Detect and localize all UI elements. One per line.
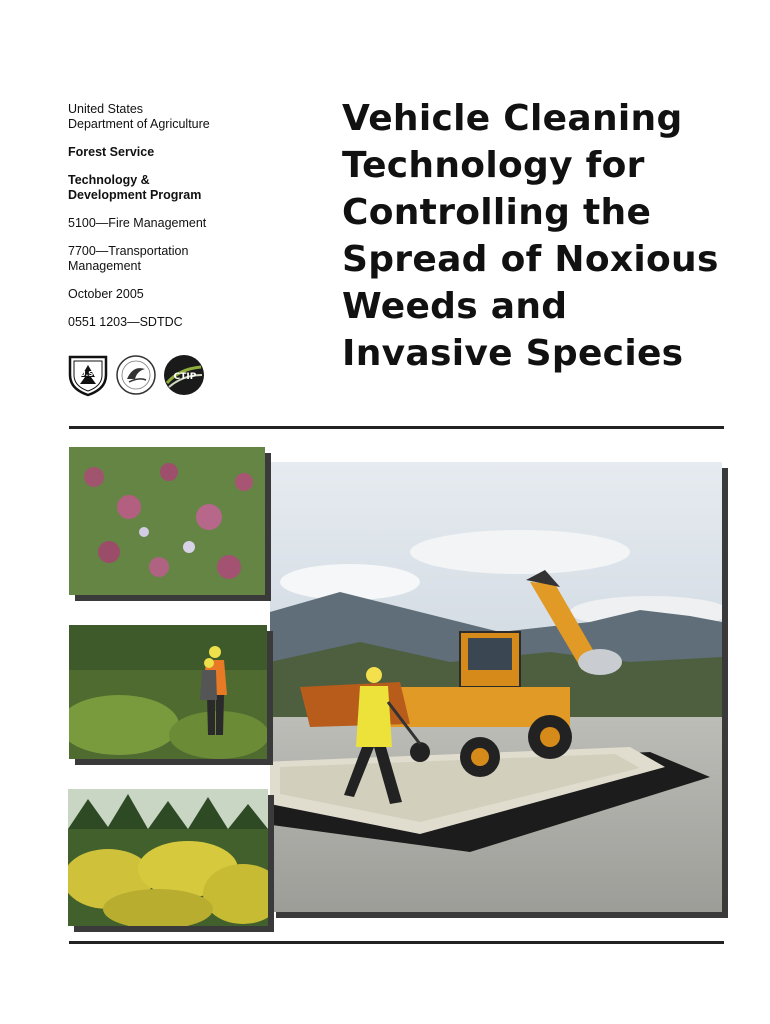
inset-photo-flowering-weed bbox=[69, 447, 265, 595]
agency-line-1: United States bbox=[68, 102, 144, 116]
title-line-1: Vehicle Cleaning bbox=[342, 98, 683, 139]
title-line-5: Weeds and bbox=[342, 286, 568, 327]
document-title bbox=[342, 95, 742, 377]
main-photo-vehicle-cleaning bbox=[270, 462, 722, 912]
inset-photo-yellow-shrubs bbox=[68, 789, 268, 926]
inset-photo-survey-crew bbox=[69, 625, 267, 759]
program-line-1: Technology & bbox=[68, 173, 150, 187]
agency-line-2: Department of Agriculture bbox=[68, 117, 210, 131]
program-line-2: Development Program bbox=[68, 188, 202, 202]
code-fire-management: 5100—Fire Management bbox=[68, 216, 207, 230]
forest-service-logo-text: U.S. bbox=[79, 370, 97, 378]
title-line-3: Controlling the bbox=[342, 192, 652, 233]
forest-service-label: Forest Service bbox=[68, 145, 155, 159]
title-line-4: Spread of Noxious bbox=[342, 239, 719, 280]
dot-seal-icon bbox=[115, 353, 157, 397]
bottom-divider bbox=[69, 941, 724, 944]
code-transportation-2: Management bbox=[68, 259, 141, 273]
title-line-2: Technology for bbox=[342, 145, 645, 186]
publication-date: October 2005 bbox=[68, 287, 144, 301]
forest-service-shield-icon bbox=[67, 353, 109, 397]
top-divider bbox=[69, 426, 724, 429]
report-number: 0551 1203—SDTDC bbox=[68, 315, 183, 329]
ctip-logo-text: CTIP bbox=[173, 372, 197, 382]
title-line-6: Invasive Species bbox=[342, 333, 684, 374]
agency-info bbox=[68, 102, 308, 330]
code-transportation-1: 7700—Transportation bbox=[68, 244, 189, 258]
agency-logos bbox=[67, 353, 205, 397]
ctip-logo-icon bbox=[163, 353, 205, 397]
